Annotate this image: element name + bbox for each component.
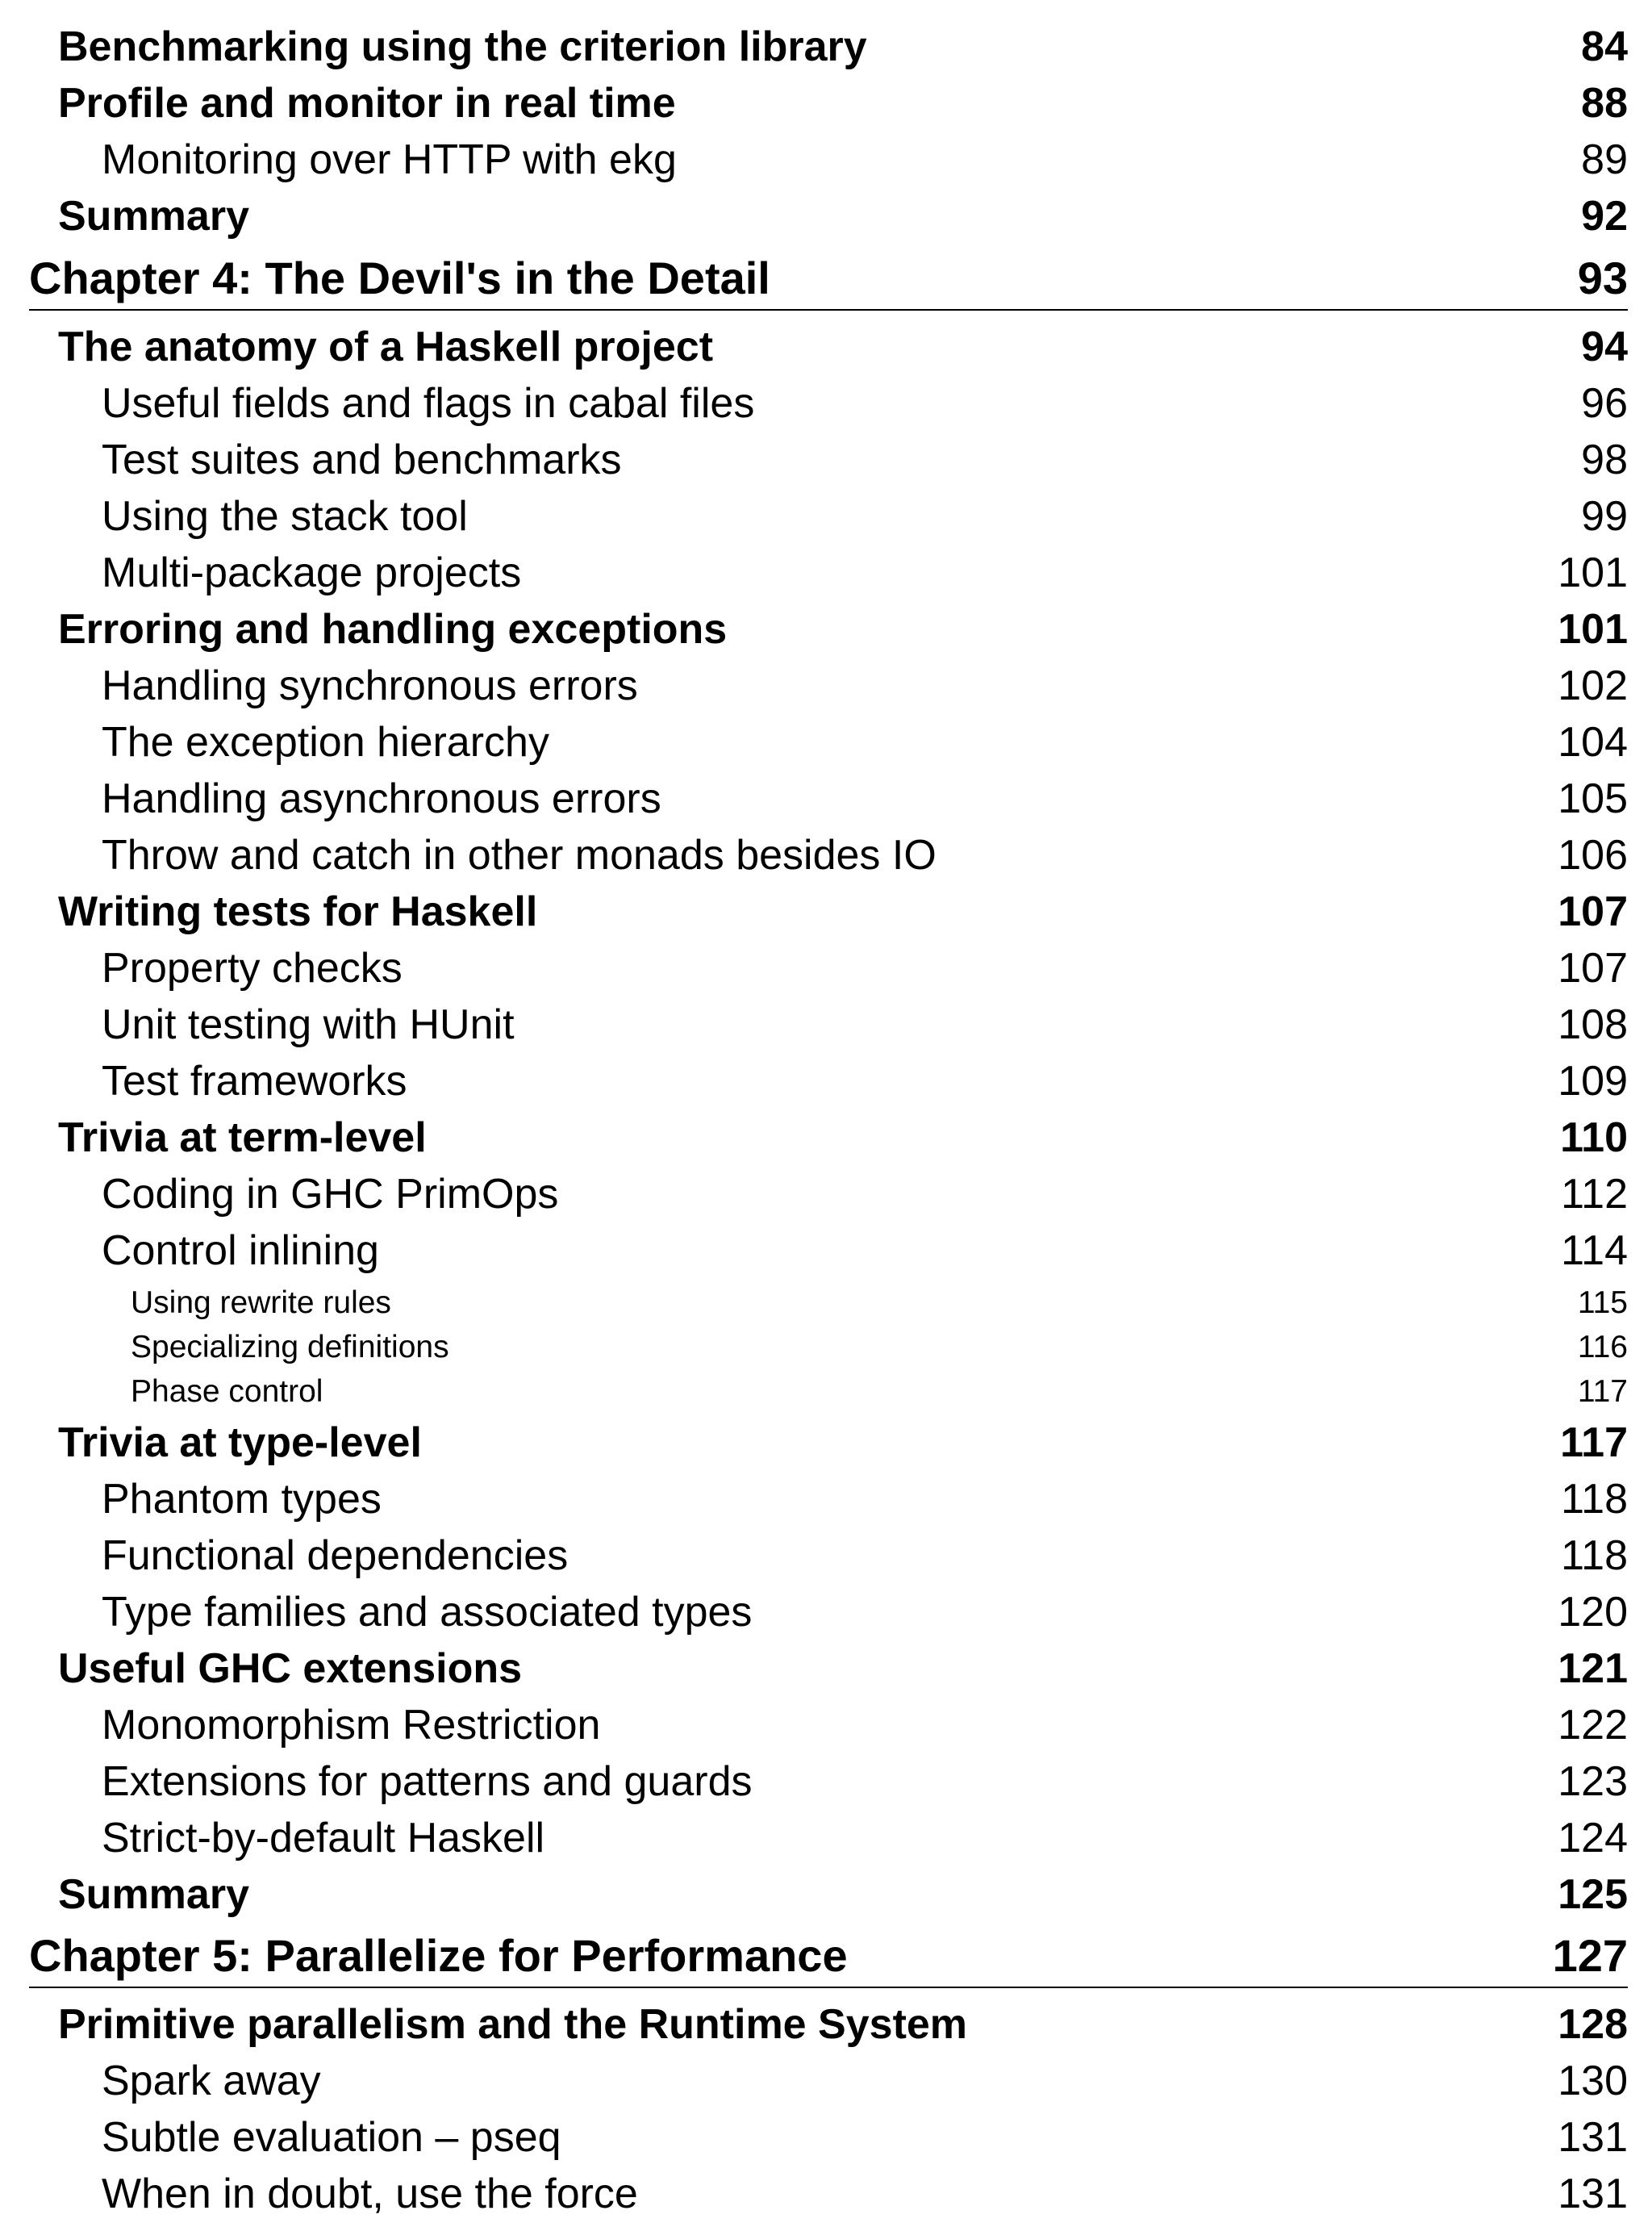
toc-entry-title: Specializing definitions xyxy=(131,1330,449,1364)
toc-entry-title: Coding in GHC PrimOps xyxy=(102,1171,559,1218)
toc-section-entry[interactable] xyxy=(58,80,1628,127)
toc-section-entry[interactable] xyxy=(58,1114,1628,1161)
toc-subsection-entry[interactable] xyxy=(102,1758,1628,1805)
toc-entry-title: The exception hierarchy xyxy=(102,719,549,766)
toc-entry-page: 96 xyxy=(1581,380,1628,427)
toc-subsection-entry[interactable] xyxy=(102,1476,1628,1523)
toc-subsection-entry[interactable] xyxy=(102,2114,1628,2161)
toc-entry-page: 131 xyxy=(1558,2171,1628,2217)
toc-subsection-entry[interactable] xyxy=(102,1001,1628,1048)
toc-subsection-entry[interactable] xyxy=(102,1532,1628,1579)
toc-entry-title: The anatomy of a Haskell project xyxy=(58,324,714,370)
toc-entry-title: Monitoring over HTTP with ekg xyxy=(102,136,677,183)
toc-entry-page: 93 xyxy=(1577,253,1628,303)
toc-section-entry[interactable] xyxy=(58,2001,1628,2048)
toc-subsection-entry[interactable] xyxy=(102,2173,1628,2215)
toc-entry-page: 114 xyxy=(1561,1227,1628,1274)
toc-entry-page: 123 xyxy=(1558,1758,1628,1805)
toc-entry-title: Profile and monitor in real time xyxy=(58,80,676,127)
toc-section-entry[interactable] xyxy=(58,1419,1628,1466)
toc-entry-page: 102 xyxy=(1558,662,1628,709)
toc-entry-title: Subtle evaluation – pseq xyxy=(102,2114,561,2161)
toc-entry-page: 131 xyxy=(1558,2114,1628,2161)
toc-entry-page: 130 xyxy=(1558,2058,1628,2104)
toc-entry-page: 112 xyxy=(1561,1171,1628,1218)
toc-entry-title: Chapter 5: Parallelize for Performance xyxy=(29,1930,848,1981)
toc-entry-page: 128 xyxy=(1558,2001,1628,2048)
toc-subsection-entry[interactable] xyxy=(102,136,1628,183)
toc-entry-page: 105 xyxy=(1558,775,1628,822)
toc-section-entry[interactable] xyxy=(58,1871,1628,1918)
toc-subsection-entry[interactable] xyxy=(102,439,1628,481)
toc-section-entry[interactable] xyxy=(58,888,1628,935)
toc-subsection-entry[interactable] xyxy=(102,775,1628,822)
toc-entry-page: 117 xyxy=(1560,1419,1628,1466)
toc-section-entry[interactable] xyxy=(58,606,1628,653)
toc-entry-title: Monomorphism Restriction xyxy=(102,1702,601,1749)
toc-entry-page: 84 xyxy=(1581,23,1628,70)
toc-entry-page: 125 xyxy=(1558,1871,1628,1918)
toc-entry-title: Writing tests for Haskell xyxy=(58,888,538,935)
toc-subsection-entry[interactable] xyxy=(102,1058,1628,1105)
toc-entry-page: 117 xyxy=(1577,1374,1628,1409)
toc-entry-page: 101 xyxy=(1558,606,1628,653)
toc-subsection-entry[interactable] xyxy=(102,1817,1628,1859)
toc-entry-page: 127 xyxy=(1552,1930,1628,1981)
toc-entry-title: Test suites and benchmarks xyxy=(102,437,622,483)
toc-entry-page: 118 xyxy=(1561,1476,1628,1523)
toc-entry-title: Type families and associated types xyxy=(102,1589,753,1636)
toc-entry-title: Spark away xyxy=(102,2058,321,2104)
toc-entry-title: Useful GHC extensions xyxy=(58,1645,523,1692)
toc-entry-page: 120 xyxy=(1558,1589,1628,1636)
toc-entry-title: Chapter 4: The Devil's in the Detail xyxy=(29,253,770,303)
toc-entry-page: 122 xyxy=(1558,1702,1628,1749)
toc-section-entry[interactable] xyxy=(58,23,1628,70)
toc-entry-title: Summary xyxy=(58,1871,249,1918)
toc-subsection-entry[interactable] xyxy=(102,832,1628,879)
toc-entry-title: Primitive parallelism and the Runtime System xyxy=(58,2001,968,2048)
toc-subsection-entry[interactable] xyxy=(102,1227,1628,1274)
toc-entry-title: Test frameworks xyxy=(102,1058,407,1105)
toc-entry-title: Handling asynchronous errors xyxy=(102,775,661,822)
toc-subsection-entry[interactable] xyxy=(102,945,1628,992)
toc-entry-title: Benchmarking using the criterion library xyxy=(58,23,867,70)
toc-entry-page: 116 xyxy=(1577,1330,1628,1364)
toc-entry-title: Property checks xyxy=(102,945,403,992)
toc-entry-page: 110 xyxy=(1560,1114,1628,1161)
toc-entry-page: 106 xyxy=(1558,832,1628,879)
toc-subsection-entry[interactable] xyxy=(102,719,1628,766)
toc-entry-title: Unit testing with HUnit xyxy=(102,1001,515,1048)
toc-entry-title: Functional dependencies xyxy=(102,1532,569,1579)
toc-subsection-entry[interactable] xyxy=(102,2060,1628,2102)
toc-section-entry[interactable] xyxy=(58,326,1628,368)
toc-entry-page: 98 xyxy=(1581,437,1628,483)
toc-entry-title: Phase control xyxy=(131,1374,323,1409)
toc-entry-page: 104 xyxy=(1558,719,1628,766)
toc-entry-page: 94 xyxy=(1581,324,1628,370)
toc-chapter-entry[interactable] xyxy=(29,1930,1628,1988)
toc-entry-title: Control inlining xyxy=(102,1227,379,1274)
toc-entry-page: 89 xyxy=(1581,136,1628,183)
toc-subsection-entry[interactable] xyxy=(102,1171,1628,1218)
toc-entry-title: Using rewrite rules xyxy=(131,1285,391,1320)
toc-entry-page: 115 xyxy=(1577,1285,1628,1320)
toc-entry-page: 121 xyxy=(1558,1645,1628,1692)
toc-subsubsection-entry[interactable] xyxy=(131,1331,1628,1363)
toc-entry-title: Trivia at type-level xyxy=(58,1419,422,1466)
toc-entry-page: 101 xyxy=(1558,549,1628,596)
toc-entry-title: Erroring and handling exceptions xyxy=(58,606,728,653)
toc-subsection-entry[interactable] xyxy=(102,662,1628,709)
toc-entry-title: Handling synchronous errors xyxy=(102,662,638,709)
toc-entry-title: Trivia at term-level xyxy=(58,1114,427,1161)
toc-entry-page: 108 xyxy=(1558,1001,1628,1048)
toc-subsubsection-entry[interactable] xyxy=(131,1376,1628,1407)
toc-entry-title: Multi-package projects xyxy=(102,549,522,596)
toc-entry-title: Throw and catch in other monads besides IO xyxy=(102,832,937,879)
toc-section-entry[interactable] xyxy=(58,193,1628,240)
toc-chapter-entry[interactable] xyxy=(29,253,1628,311)
toc-subsection-entry[interactable] xyxy=(102,549,1628,596)
toc-entry-page: 107 xyxy=(1558,945,1628,992)
toc-entry-page: 124 xyxy=(1558,1815,1628,1861)
toc-entry-page: 88 xyxy=(1581,80,1628,127)
toc-entry-page: 99 xyxy=(1581,493,1628,540)
toc-entry-page: 118 xyxy=(1561,1532,1628,1579)
toc-entry-title: Using the stack tool xyxy=(102,493,468,540)
toc-entry-page: 107 xyxy=(1558,888,1628,935)
toc-entry-title: Useful fields and flags in cabal files xyxy=(102,380,755,427)
toc-subsubsection-entry[interactable] xyxy=(131,1287,1628,1318)
toc-entry-title: Strict-by-default Haskell xyxy=(102,1815,545,1861)
toc-entry-title: Phantom types xyxy=(102,1476,382,1523)
toc-subsection-entry[interactable] xyxy=(102,493,1628,540)
toc-entry-page: 109 xyxy=(1558,1058,1628,1105)
toc-entry-title: Summary xyxy=(58,193,249,240)
toc-section-entry[interactable] xyxy=(58,1645,1628,1692)
toc-entry-page: 92 xyxy=(1581,193,1628,240)
toc-subsection-entry[interactable] xyxy=(102,1702,1628,1749)
toc-subsection-entry[interactable] xyxy=(102,1589,1628,1636)
toc-subsection-entry[interactable] xyxy=(102,380,1628,427)
toc-entry-title: When in doubt, use the force xyxy=(102,2171,638,2217)
toc-entry-title: Extensions for patterns and guards xyxy=(102,1758,753,1805)
